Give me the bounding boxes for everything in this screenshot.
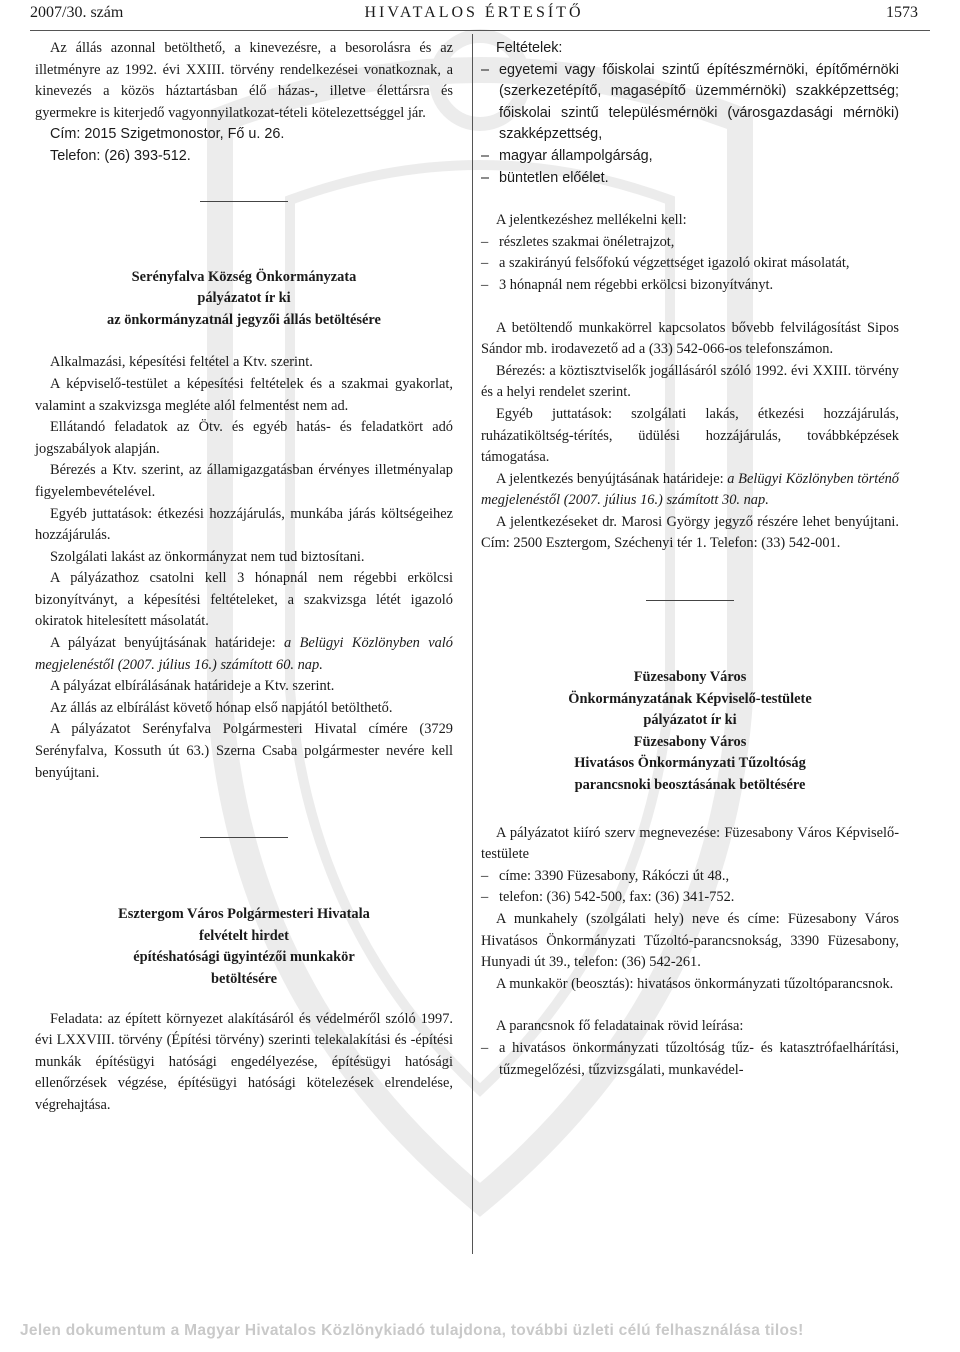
right-column [481, 38, 899, 1081]
list-item: – magyar állampolgárság, [481, 147, 653, 164]
section-title: parancsnoki beosztásának betöltésére [574, 777, 806, 794]
list-item: – címe: 3390 Füzesabony, Rákóczi út 48., [481, 867, 730, 884]
list-item: – büntetlen előélet. [481, 169, 609, 186]
issue-number: 2007/30. szám [30, 4, 124, 21]
paragraph: Ellátandó feladatok az Ötv. és egyéb hatás- és feladatkört adó jogszabályok alapján. [35, 419, 453, 457]
page-number: 1573 [886, 4, 918, 21]
paragraph: Egyéb juttatások: szolgálati lakás, étkezési hozzájárulás, ruházatiköltség-térítés, üdülési hozzájárulás, továbbképzések támogatása. [481, 405, 899, 466]
paragraph: Feladata: az épített környezet alakításáról és védelméről szóló 1997. évi LXXVIII. törvény (Építési törvény) szerinti telekalakítási és -építési munkák építésügyi hatósági engedélyezése, építésügyi hatósági ellenőrzések végzése, építésügyi hatósági kötelezések elrendelése, végrehajtása. [35, 1010, 453, 1113]
section-title: Esztergom Város Polgármesteri Hivatala [118, 906, 370, 923]
paragraph: A jelentkezéseket dr. Marosi György jegyző részére lehet benyújtani. Cím: 2500 Esztergom, Széchenyi tér 1. Telefon: (33) 542-001. [481, 513, 899, 552]
section-title: Önkormányzatának Képviselő-testülete [568, 690, 812, 707]
paragraph: A betöltendő munkakörrel kapcsolatos bővebb felvilágosítást Sipos Sándor mb. irodavezető ad a (33) 542-066-os telefonszámon. [481, 319, 899, 358]
paragraph: Az állás az elbírálást követő hónap első napjától betölthető. [50, 699, 393, 716]
column-divider [472, 34, 473, 1254]
list-item: – 3 hónapnál nem régebbi erkölcsi bizonyítványt. [481, 276, 774, 293]
header-rule [30, 30, 930, 31]
paragraph: A munkakör (beosztás): hivatásos önkormányzati tűzoltóparancsnok. [496, 975, 894, 992]
list-item: – a szakirányú felsőfokú végzettséget igazoló okirat másolatát, [481, 255, 850, 272]
list-item: – részletes szakmai önéletrajzot, [481, 233, 675, 250]
deadline-label: A jelentkezés benyújtásának határideje: [496, 470, 728, 487]
paragraph: Szolgálati lakást az önkormányzat nem tud biztosítani. [50, 548, 365, 565]
section-title: építéshatósági ügyintézői munkakör [133, 949, 355, 966]
paragraph: A pályázathoz csatolni kell 3 hónapnál nem régebbi erkölcsi bizonyítványt, a képesítési feltételeket, a szakvizsga létét igazoló okiratok hitelesített másolatát. [35, 570, 453, 630]
list-item: – egyetemi vagy főiskolai szintű építészmérnöki, építőmérnöki (szerkezetépítő, magasépítő üzemmérnöki) szakképzettség; főiskolai szintű településmérnöki (városgazdasági mérnöki) szakképzettség, [481, 61, 899, 143]
copyright-footer: Jelen dokumentum a Magyar Hivatalos Közlönykiadó tulajdona, további üzleti célú felhasználása tilos! [20, 1322, 804, 1339]
paragraph: Alkalmazási, képesítési feltétel a Ktv. szerint. [50, 354, 313, 371]
paragraph: A pályázatot kiíró szerv megnevezése: Füzesabony Város Képviselő-testülete [481, 824, 899, 863]
list-item: – telefon: (36) 542-500, fax: (36) 341-752. [481, 889, 735, 906]
paragraph: Bérezés: a köztisztviselők jogállásáról szóló 1992. évi XXIII. törvény és a helyi rendelet szerint. [481, 362, 899, 401]
paragraph: Bérezés a Ktv. szerint, az államigazgatásban érvényes illetményalap figyelembevételével. [35, 462, 453, 500]
left-column [35, 38, 453, 1117]
attachments-label: A jelentkezéshez mellékelni kell: [496, 212, 687, 229]
paragraph: A parancsnok fő feladatainak rövid leírása: [496, 1018, 744, 1035]
section-title: pályázatot ír ki [197, 290, 291, 307]
phone-line: Telefon: (26) 393-512. [50, 147, 191, 164]
address-line: Cím: 2015 Szigetmonostor, Fő u. 26. [50, 126, 285, 143]
section-title: az önkormányzatnál jegyzői állás betöltésére [107, 311, 381, 328]
section-title: Serényfalva Község Önkormányzata [131, 268, 357, 285]
publication-title: HIVATALOS ÉRTESÍTŐ [364, 4, 584, 21]
conditions-label: Feltételek: [496, 40, 563, 56]
page-header [30, 4, 918, 32]
paragraph: A pályázatot Serényfalva Polgármesteri Hivatal címére (3729 Serényfalva, Kossuth út 63.) Szerna Csaba polgármester nevére kell benyújtani. [35, 721, 453, 781]
section-title: felvételt hirdet [199, 927, 289, 944]
paragraph: A munkahely (szolgálati hely) neve és címe: Füzesabony Város Hivatásos Önkormányzati Tűzoltó-parancsnokság, 3390 Füzesabony, Hunyadi út 39., telefon: (36) 542-261. [481, 911, 899, 971]
section-title: betöltésére [210, 971, 278, 987]
section-title: Füzesabony Város [633, 669, 747, 686]
deadline-value: a Belügyi Közlönyben történő megjelenéstől (2007. július 16.) számított 30. nap. [481, 470, 900, 509]
paragraph: Egyéb juttatások: étkezési hozzájárulás, munkába járás költségeihez hozzájárulás. [35, 505, 453, 544]
section-title: Hivatásos Önkormányzati Tűzoltóság [574, 755, 806, 772]
deadline-value: a Belügyi Közlönyben való megjelenéstől (2007. július 16.) számított 60. nap. [35, 635, 453, 673]
section-title: pályázatot ír ki [643, 712, 737, 729]
paragraph: Az állás azonnal betölthető, a kinevezésre, a besorolásra és az illetményre az 1992. évi XXIII. törvény rendelkezései vonatkoznak, a kinevezés a közös háztartásban élő házas-, illetve élettársra és gyermekre is kiterjedő vagyonnyilatkozat-tételi kötelezettséggel jár. [35, 40, 453, 121]
list-item: – a hivatásos önkormányzati tűzoltóság tűz- és katasztrófaelhárítási, tűzmegelőzési, tűzvizsgálati, munkavédel- [481, 1039, 899, 1078]
deadline-label: A pályázat benyújtásának határideje: [50, 635, 285, 652]
paragraph: A pályázat elbírálásának határideje a Ktv. szerint. [50, 678, 335, 695]
paragraph: A képviselő-testület a képesítési feltételek és a szakmai gyakorlat, valamint a szakvizsga megléte alól felmentést nem ad. [35, 375, 453, 414]
deadline-paragraph [35, 633, 453, 676]
section-title: Füzesabony Város [633, 733, 747, 750]
deadline-paragraph [481, 469, 899, 512]
